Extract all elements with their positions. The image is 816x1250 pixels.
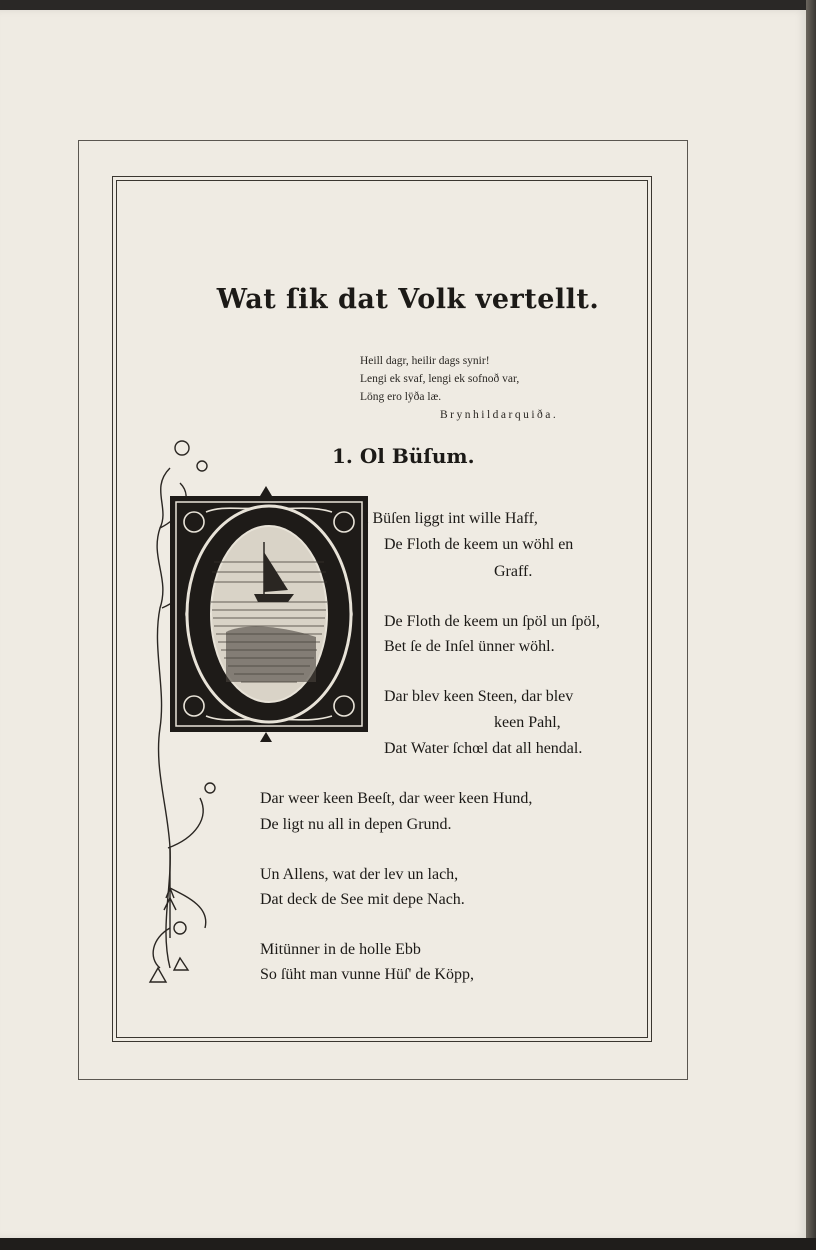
verse-line: Dar weer keen Beeſt, dar weer keen Hund, xyxy=(260,790,533,807)
page-title: Wat ſik dat Volk vertellt. xyxy=(216,284,600,315)
verse-line: De Floth de keem un ſpöl un ſpöl, xyxy=(384,613,600,630)
verse-line: Dat Water ſchœl dat all hendal. xyxy=(384,740,583,757)
verse-line: De ligt nu all in depen Grund. xyxy=(260,816,452,833)
verse-line: keen Pahl, xyxy=(494,714,561,731)
verse-line: l Büſen liggt int wille Haff, xyxy=(364,510,538,527)
verse-line: So ſüht man vunne Hüſ' de Köpp, xyxy=(260,966,474,983)
epigraph-line: Löng ero lÿða læ. xyxy=(360,391,442,403)
verse-line: Bet ſe de Inſel ünner wöhl. xyxy=(384,638,555,655)
illuminated-initial-icon xyxy=(166,482,372,746)
section-heading: 1. Ol Büſum. xyxy=(332,444,475,468)
verse-line: Dat deck de See mit depe Nach. xyxy=(260,891,465,908)
scan-border xyxy=(0,1238,816,1250)
verse-line: De Floth de keem un wöhl en xyxy=(384,536,574,553)
epigraph xyxy=(360,352,558,424)
verse-line: Dar blev keen Steen, dar blev xyxy=(384,688,574,705)
epigraph-line: Lengi ek svaf, lengi ek sofnoð var, xyxy=(360,373,520,385)
verse-line: Mitünner in de holle Ebb xyxy=(260,941,421,958)
epigraph-line: Heill dagr, heilir dags synir! xyxy=(360,355,490,367)
epigraph-attribution: Brynhildarquiða. xyxy=(440,409,559,421)
page-edge xyxy=(806,0,816,1250)
verse-line: Graff. xyxy=(494,563,533,580)
verse-line: Un Allens, wat der lev un lach, xyxy=(260,866,459,883)
